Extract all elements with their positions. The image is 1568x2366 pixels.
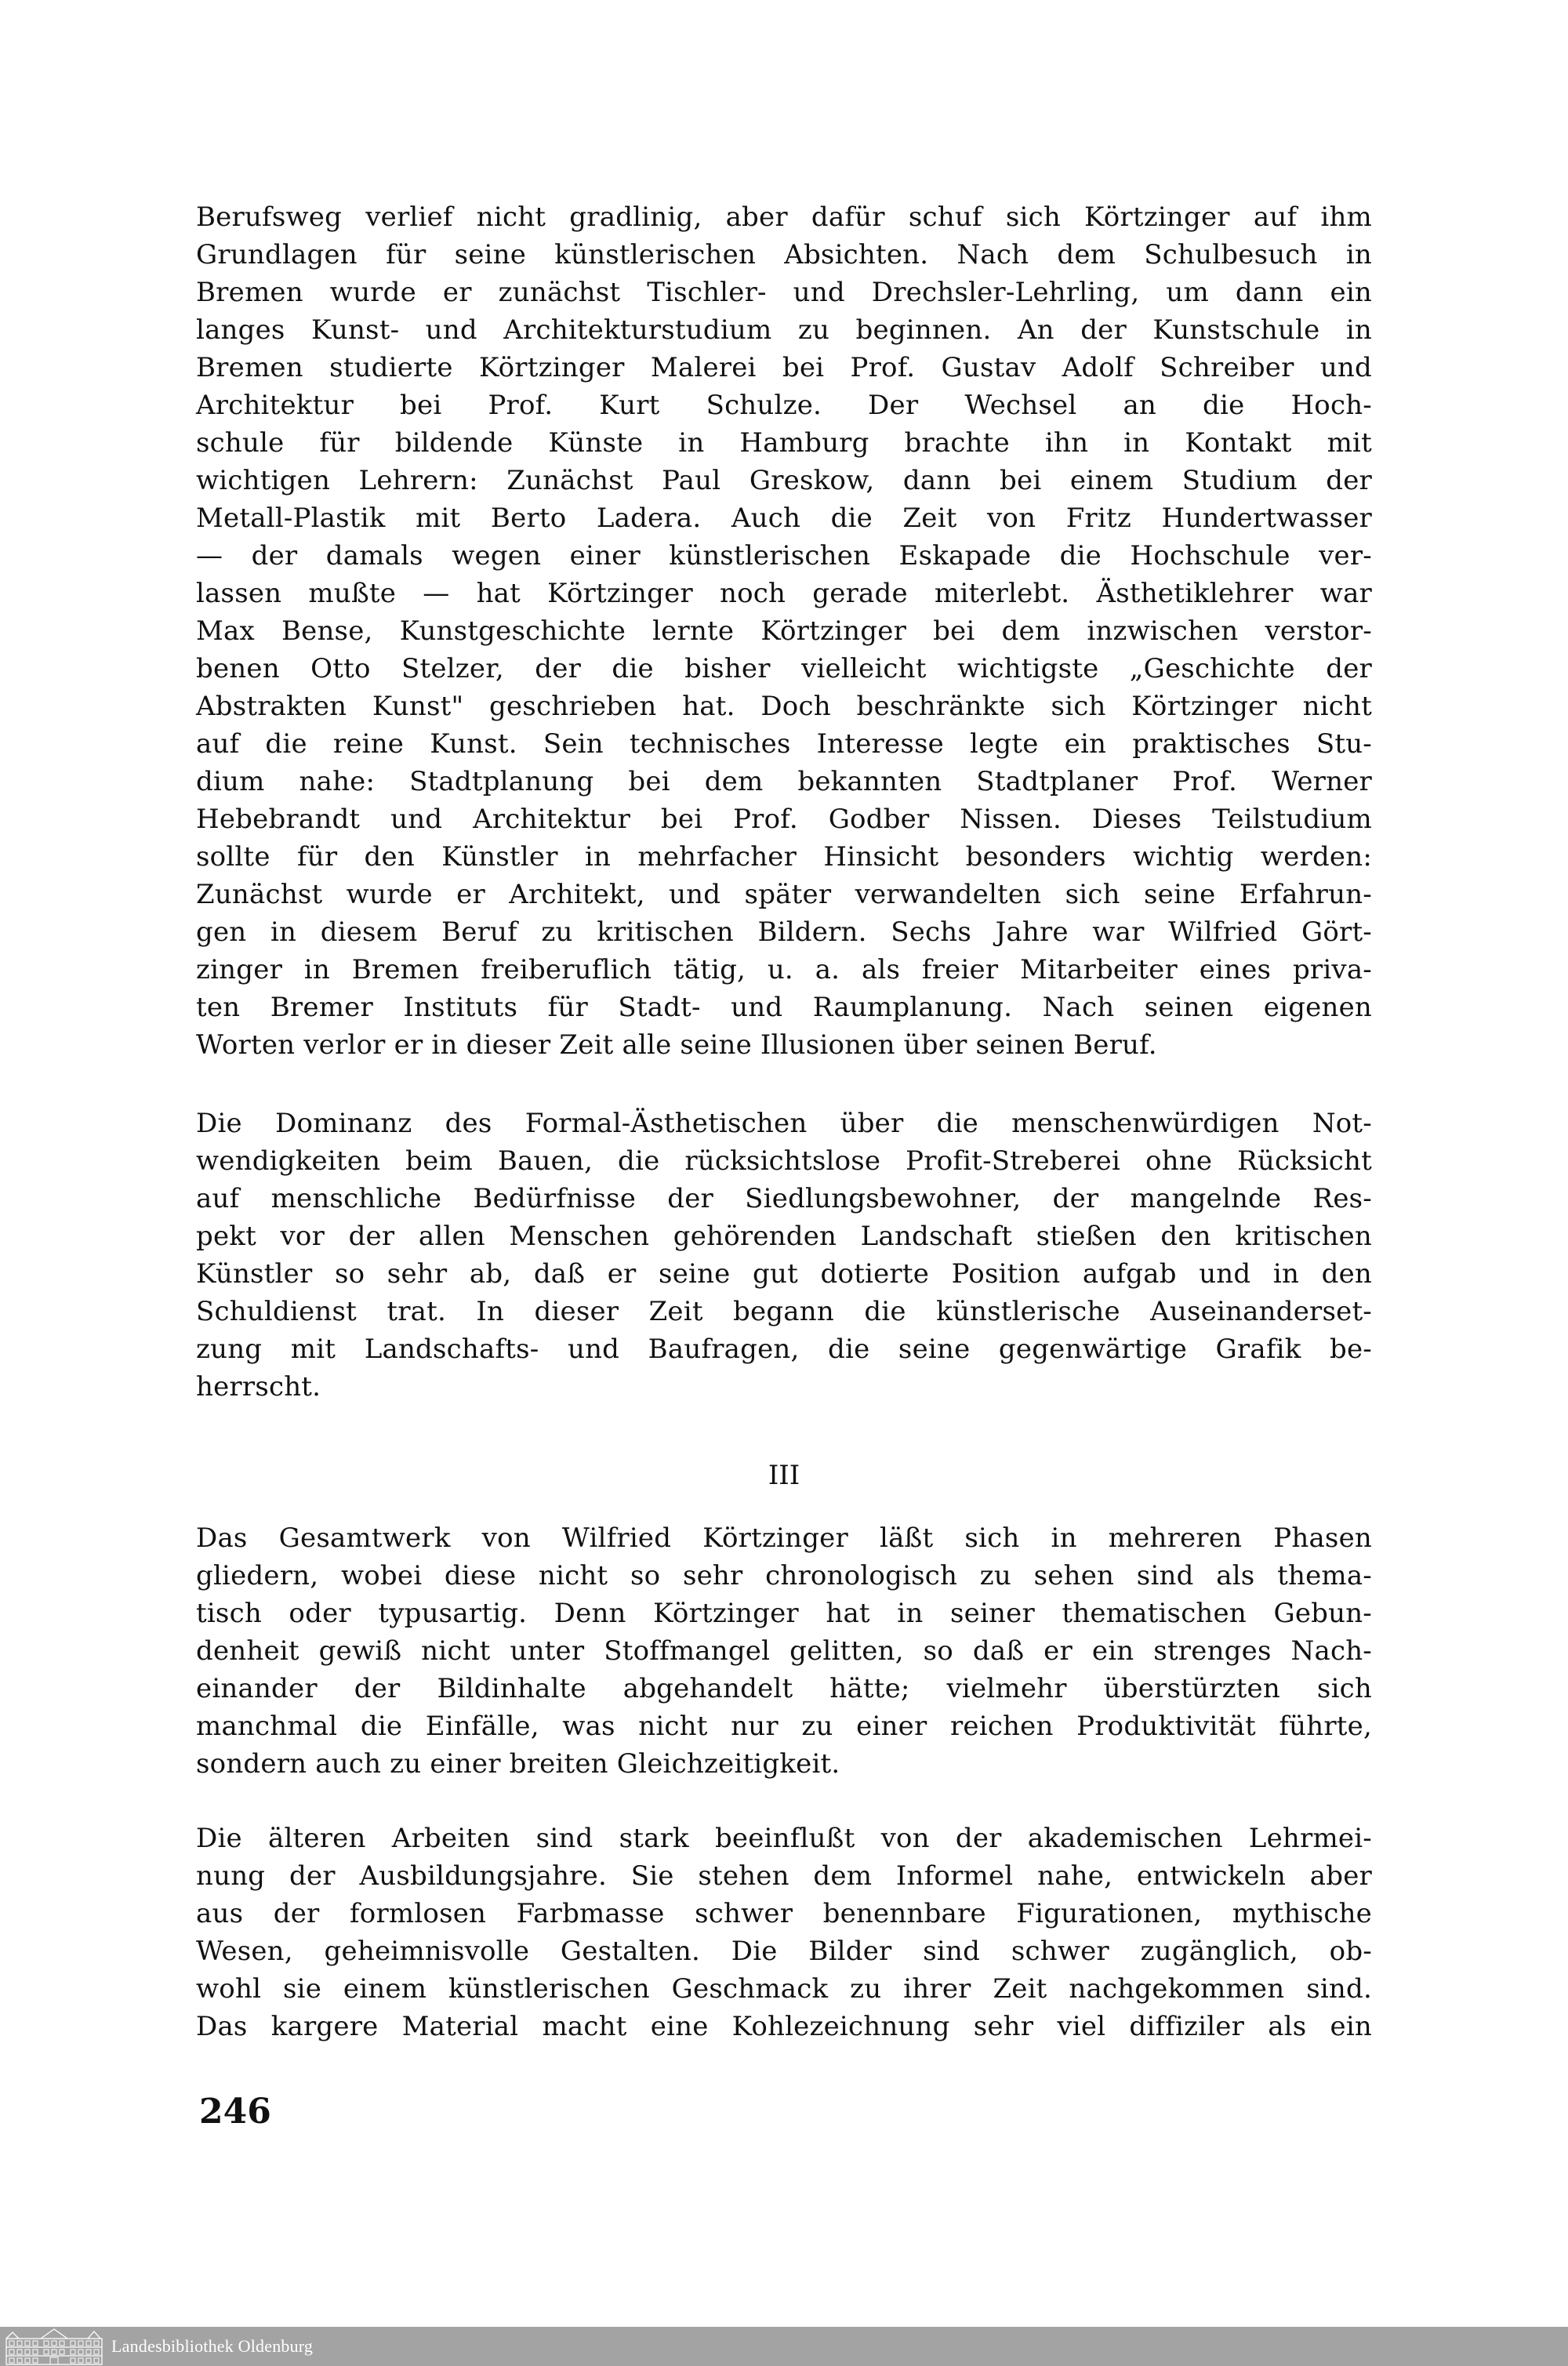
text-line: nung der Ausbildungsjahre. Sie stehen dem Informel nahe, entwickeln aber [196, 1860, 1372, 1892]
text-line: wendigkeiten beim Bauen, die rücksichtslose Profit-Streberei ohne Rücksicht [196, 1145, 1372, 1177]
text-line: Die älteren Arbeiten sind stark beeinflußt von der akademischen Lehrmei- [196, 1823, 1372, 1854]
text-line: gliedern, wobei diese nicht so sehr chronologisch zu sehen sind als thema- [196, 1560, 1372, 1591]
text-line: Worten verlor er in dieser Zeit alle seine Illusionen über seinen Beruf. [196, 1029, 1157, 1061]
text-line: zinger in Bremen freiberuflich tätig, u. a. als freier Mitarbeiter eines priva- [196, 954, 1372, 985]
text-line: Hebebrandt und Architektur bei Prof. Godber Nissen. Dieses Teilstudium [196, 804, 1372, 835]
text-line: aus der formlosen Farbmasse schwer benennbare Figurationen, mythische [196, 1898, 1372, 1929]
text-line: Berufsweg verlief nicht gradlinig, aber dafür schuf sich Körtzinger auf ihm [196, 201, 1372, 233]
text-line: auf die reine Kunst. Sein technisches Interesse legte ein praktisches Stu- [196, 728, 1372, 760]
text-line: Abstrakten Kunst" geschrieben hat. Doch beschränkte sich Körtzinger nicht [196, 691, 1372, 722]
text-line: tisch oder typusartig. Denn Körtzinger hat in seiner thematischen Gebun- [196, 1598, 1372, 1629]
text-line: Bremen wurde er zunächst Tischler- und Drechsler-Lehrling, um dann ein [196, 277, 1372, 308]
text-line: herrscht. [196, 1371, 321, 1403]
text-line: schule für bildende Künste in Hamburg brachte ihn in Kontakt mit [196, 427, 1372, 459]
section-heading: III [768, 1460, 800, 1491]
text-line: wichtigen Lehrern: Zunächst Paul Greskow, dann bei einem Studium der [196, 465, 1372, 496]
library-building-icon [5, 2328, 103, 2365]
text-line: dium nahe: Stadtplanung bei dem bekannten Stadtplaner Prof. Werner [196, 766, 1372, 797]
text-line: Wesen, geheimnisvolle Gestalten. Die Bilder sind schwer zugänglich, ob- [196, 1936, 1372, 1967]
text-line: gen in diesem Beruf zu kritischen Bildern. Sechs Jahre war Wilfried Gört- [196, 916, 1372, 948]
text-line: manchmal die Einfälle, was nicht nur zu einer reichen Produktivität führte, [196, 1711, 1372, 1742]
text-line: Das kargere Material macht eine Kohlezeichnung sehr viel diffiziler als ein [196, 2011, 1372, 2042]
page-number: 246 [199, 2092, 271, 2132]
text-line: Schuldienst trat. In dieser Zeit begann die künstlerische Auseinanderset- [196, 1296, 1372, 1327]
footer-bar [0, 2327, 1568, 2366]
text-line: sollte für den Künstler in mehrfacher Hinsicht besonders wichtig werden: [196, 841, 1372, 873]
text-line: Künstler so sehr ab, daß er seine gut dotierte Position aufgab und in den [196, 1258, 1372, 1290]
text-line: langes Kunst- und Architekturstudium zu beginnen. An der Kunstschule in [196, 314, 1372, 346]
text-line: Bremen studierte Körtzinger Malerei bei Prof. Gustav Adolf Schreiber und [196, 352, 1372, 383]
text-line: — der damals wegen einer künstlerischen Eskapade die Hochschule ver- [196, 540, 1372, 572]
text-line: Zunächst wurde er Architekt, und später verwandelten sich seine Erfahrun- [196, 879, 1372, 910]
text-line: Architektur bei Prof. Kurt Schulze. Der Wechsel an die Hoch- [196, 390, 1372, 421]
text-line: pekt vor der allen Menschen gehörenden Landschaft stießen den kritischen [196, 1221, 1372, 1252]
text-line: sondern auch zu einer breiten Gleichzeitigkeit. [196, 1748, 840, 1780]
library-name: Landesbibliothek Oldenburg [111, 2336, 314, 2356]
text-line: auf menschliche Bedürfnisse der Siedlungsbewohner, der mangelnde Res- [196, 1183, 1372, 1214]
text-line: Das Gesamtwerk von Wilfried Körtzinger läßt sich in mehreren Phasen [196, 1522, 1372, 1554]
text-line: zung mit Landschafts- und Baufragen, die seine gegenwärtige Grafik be- [196, 1334, 1372, 1365]
text-line: Die Dominanz des Formal-Ästhetischen über die menschenwürdigen Not- [196, 1108, 1372, 1139]
text-line: Max Bense, Kunstgeschichte lernte Körtzinger bei dem inzwischen verstor- [196, 615, 1372, 647]
text-line: denheit gewiß nicht unter Stoffmangel gelitten, so daß er ein strenges Nach- [196, 1635, 1372, 1667]
text-line: benen Otto Stelzer, der die bisher vielleicht wichtigste „Geschichte der [196, 653, 1372, 684]
text-line: wohl sie einem künstlerischen Geschmack zu ihrer Zeit nachgekommen sind. [196, 1973, 1372, 2005]
text-line: einander der Bildinhalte abgehandelt hätte; vielmehr überstürzten sich [196, 1673, 1372, 1704]
text-line: lassen mußte — hat Körtzinger noch gerade miterlebt. Ästhetiklehrer war [196, 578, 1372, 609]
text-line: Grundlagen für seine künstlerischen Absichten. Nach dem Schulbesuch in [196, 239, 1372, 270]
text-line: ten Bremer Instituts für Stadt- und Raumplanung. Nach seinen eigenen [196, 992, 1372, 1023]
text-line: Metall-Plastik mit Berto Ladera. Auch die Zeit von Fritz Hundertwasser [196, 503, 1372, 534]
